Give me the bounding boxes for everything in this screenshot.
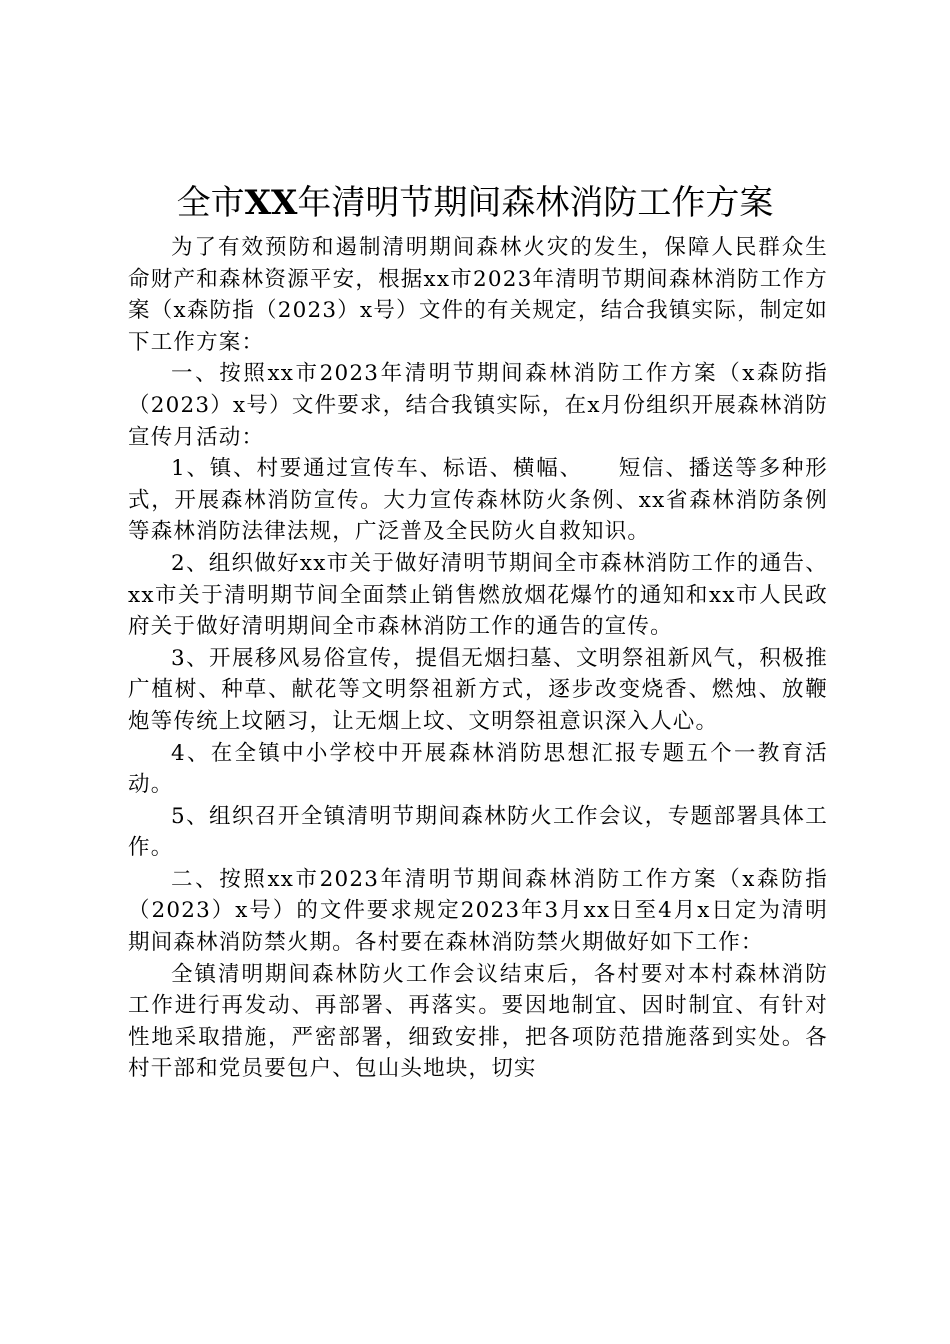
paragraph-item-2: 2、组织做好xx市关于做好清明节期间全市森林消防工作的通告、xx市关于清明期节间全面禁止销售燃放烟花爆竹的通知和xx市人民政府关于做好清明期间全市森林消防工作的通告的宣传。 <box>128 550 828 640</box>
document-body <box>128 232 828 1085</box>
paragraph-item-4: 4、在全镇中小学校中开展森林消防思想汇报专题五个一教育活动。 <box>128 740 828 798</box>
paragraph-item-3: 3、开展移风易俗宣传，提倡无烟扫墓、文明祭祖新风气，积极推广植树、种草、献花等文明祭祖新方式，逐步改变烧香、燃烛、放鞭炮等传统上坟陋习，让无烟上坟、文明祭祖意识深入人心。 <box>128 645 828 734</box>
paragraph-item-5: 5、组织召开全镇清明节期间森林防火工作会议，专题部署具体工作。 <box>128 803 828 861</box>
title-prefix: 全市 <box>176 183 245 223</box>
paragraph-item-1: 1、镇、村要通过宣传车、标语、横幅、 短信、播送等多种形式，开展森林消防宣传。大力宣传森林防火条例、xx省森林消防条例等森林消防法律法规，广泛普及全民防火自救知识。 <box>128 456 828 545</box>
page-title <box>0 178 950 228</box>
title-suffix: 年清明节期间森林消防工作方案 <box>297 183 774 223</box>
paragraph-intro: 为了有效预防和遏制清明期间森林火灾的发生，保障人民群众生命财产和森林资源平安，根据xx市2023年清明节期间森林消防工作方案（x森防指（2023）x号）文件的有关规定，结合我镇实际，制定如下工作方案： <box>128 235 828 355</box>
paragraph-section-2: 二、按照xx市2023年清明节期间森林消防工作方案（x森防指（2023）x号）的文件要求规定2023年3月xx日至4月x日定为清明期间森林消防禁火期。各村要在森林消防禁火期做好如下工作： <box>128 866 828 956</box>
title-bold-xx: XX <box>244 183 298 223</box>
paragraph-closing: 全镇清明期间森林防火工作会议结束后，各村要对本村森林消防工作进行再发动、再部署、再落实。要因地制宜、因时制宜、有针对性地采取措施，严密部署，细致安排，把各项防范措施落到实处。各村干部和党员要包户、包山头地块，切实 <box>128 961 828 1082</box>
paragraph-section-1: 一、按照xx市2023年清明节期间森林消防工作方案（x森防指（2023）x号）文件要求，结合我镇实际，在x月份组织开展森林消防宣传月活动： <box>128 361 828 450</box>
